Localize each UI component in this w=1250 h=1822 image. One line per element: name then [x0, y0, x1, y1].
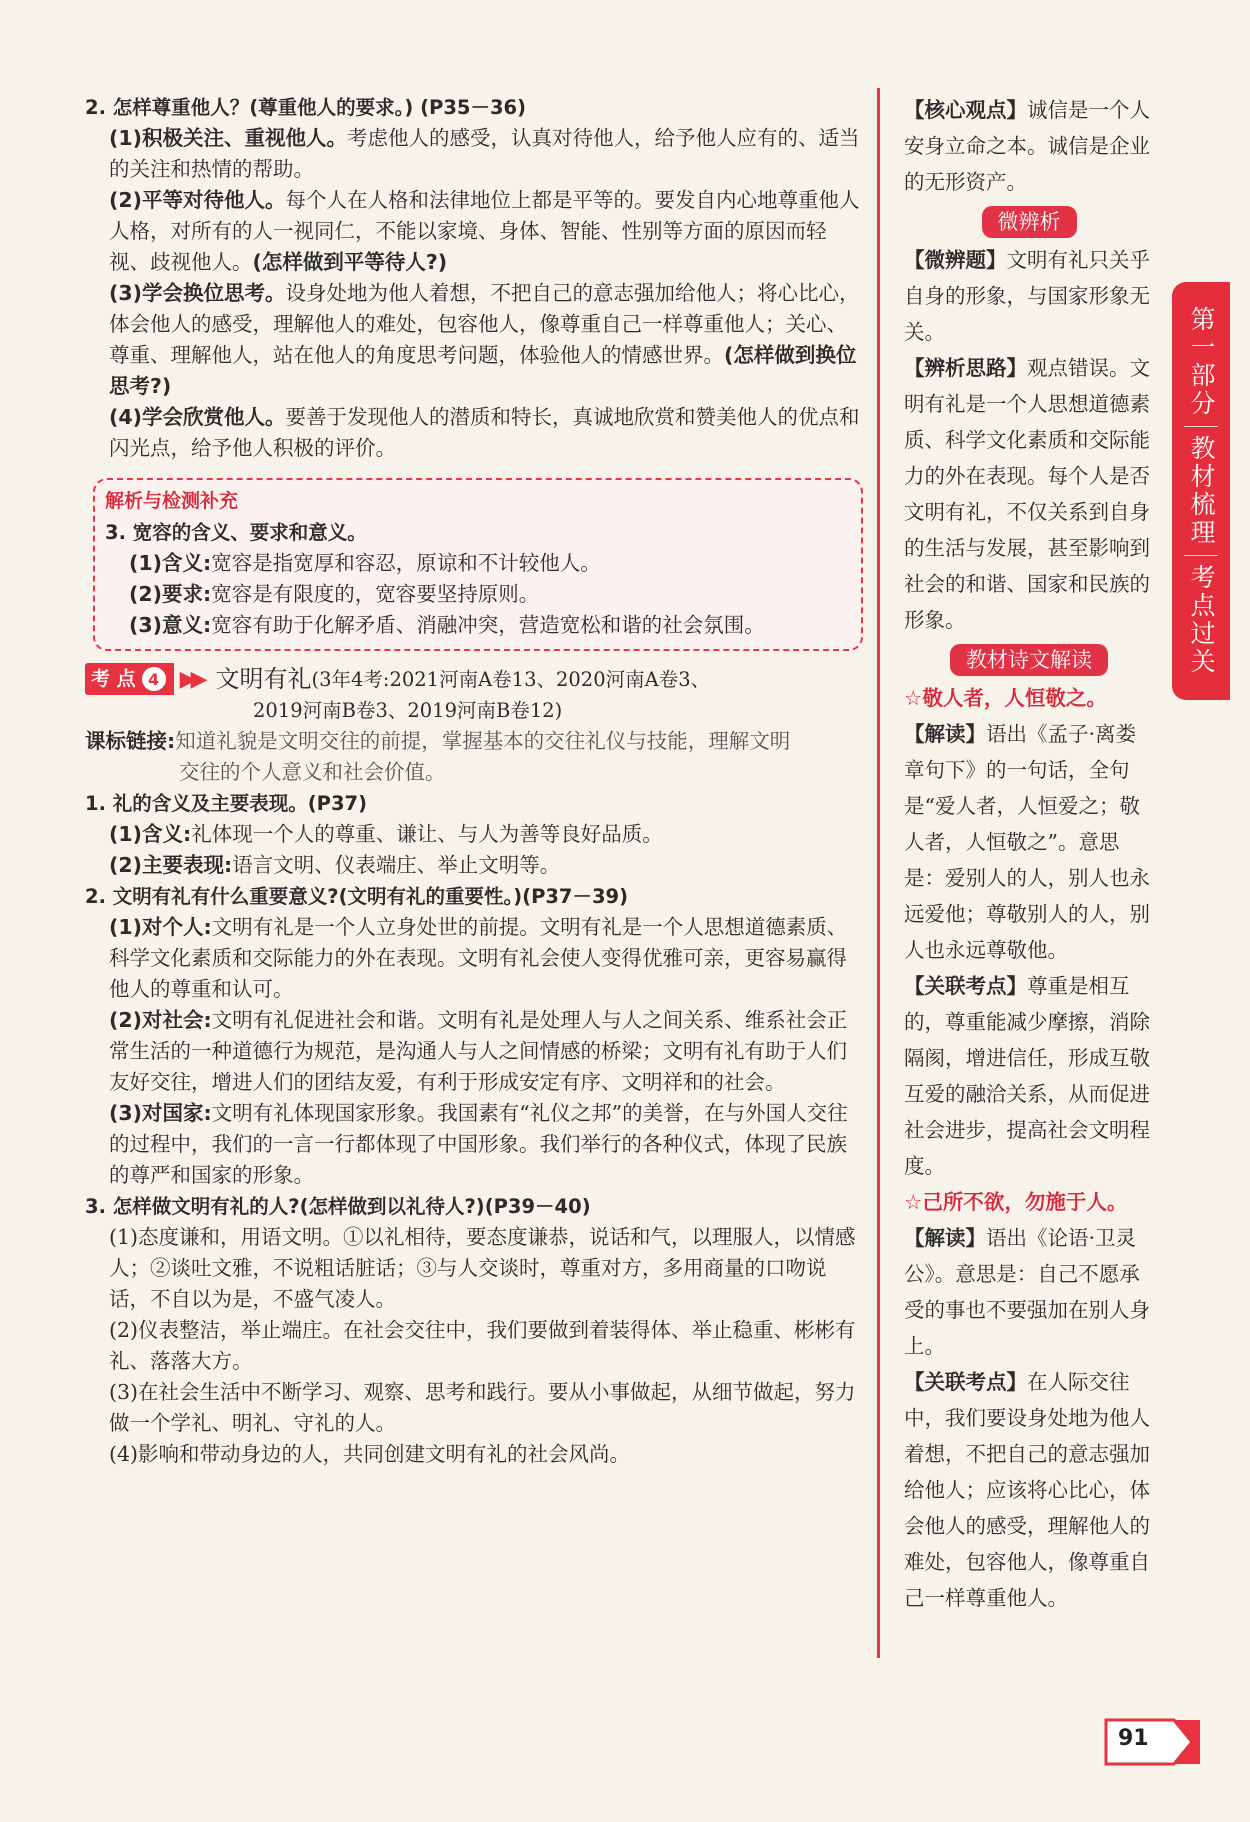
kaodian-title: 文明有礼: [215, 664, 312, 693]
list-item: (2)对社会:文明有礼促进社会和谐。文明有礼是处理人与人之间关系、维系社会正常生活的一种道德行为规范，是沟通人与人之间情感的桥梁；文明有礼有助于人们友好交往，增进人们的团结友爱，有利于形成安定有序、文明祥和的社会。: [109, 1008, 848, 1094]
q2-title: 2. 文明有礼有什么重要意义?(文明有礼的重要性。)(P37－39): [85, 885, 629, 908]
list-item: (1)对个人:文明有礼是一个人立身处世的前提。文明有礼是一个人思想道德素质、科学文化素质和交际能力的外在表现。文明有礼会使人变得优雅可亲，更容易赢得他人的尊重和认可。: [109, 915, 848, 1001]
kaodian-badge: 考 点 4: [85, 663, 174, 695]
poem-line: ☆己所不欲，勿施于人。: [904, 1190, 1128, 1214]
page-number: 91: [1118, 1726, 1149, 1751]
kaodian-number: 4: [142, 667, 166, 691]
analysis: 【辨析思路】观点错误。文明有礼是一个人思想道德素质、科学文化素质和交际能力的外在表现。每个人是否文明有礼，不仅关系到自身的生活与发展，甚至影响到社会的和谐、国家和民族的形象。: [904, 356, 1150, 632]
related-point: 【关联考点】尊重是相互的，尊重能减少摩擦，消除隔阂，增进信任，形成互敬互爱的融洽关系，从而促进社会进步，提高社会文明程度。: [904, 974, 1150, 1178]
wei-question: 【微辨题】文明有礼只关乎自身的形象，与国家形象无关。: [904, 248, 1150, 344]
list-item: (4)影响和带动身边的人，共同创建文明有礼的社会风尚。: [109, 1442, 631, 1466]
q1-title: 1. 礼的含义及主要表现。(P37): [85, 792, 368, 815]
list-item: (1)含义:礼体现一个人的尊重、谦让、与人为善等良好品质。: [109, 822, 663, 846]
poem-line: ☆敬人者，人恒敬之。: [904, 686, 1107, 710]
list-item: (3)学会换位思考。设身处地为他人着想，不把自己的意志强加给他人；将心比心，体会他人的感受，理解他人的难处，包容他人，像尊重自己一样尊重他人；关心、尊重、理解他人，站在他人的角度思考问题，体验他人的情感世界。(怎样做到换位思考?): [109, 281, 860, 398]
list-item: (3)对国家:文明有礼体现国家形象。我国素有“礼仪之邦”的美誉，在与外国人交往的过程中，我们的一言一行都体现了中国形象。我们举行的各种仪式，体现了民族的尊严和国家的形象。: [109, 1101, 848, 1187]
curriculum-link-cont: 交往的个人意义和社会价值。: [179, 760, 446, 784]
double-arrow-icon: ▶▶: [179, 666, 202, 692]
supplement-box: [93, 478, 863, 651]
interpretation: 【解读】语出《孟子·离娄章句下》的一句话，全句是“爱人者，人恒爱之；敬人者，人恒敬之”。意思是：爱别人的人，别人也永远爱他；尊敬别人的人，别人也永远尊敬他。: [904, 722, 1150, 962]
list-item: (3)在社会生活中不断学习、观察、思考和践行。要从小事做起，从细节做起，努力做一个学礼、明礼、守礼的人。: [109, 1380, 856, 1435]
related-point: 【关联考点】在人际交往中，我们要设身处地为他人着想，不把自己的意志强加给他人；应该将心比心，体会他人的感受，理解他人的难处，包容他人，像尊重自己一样尊重他人。: [904, 1370, 1150, 1610]
kaodian-header: [85, 663, 863, 695]
list-item: (1)含义:宽容是指宽厚和容忍，原谅和不计较他人。: [129, 551, 601, 575]
supplement-question: 3. 宽容的含义、要求和意义。: [105, 521, 367, 544]
curriculum-link: 课标链接:知道礼貌是文明交往的前提，掌握基本的交往礼仪与技能，理解文明: [85, 729, 791, 753]
list-item: (2)要求:宽容是有限度的，宽容要坚持原则。: [129, 582, 540, 606]
list-item: (4)学会欣赏他人。要善于发现他人的潜质和特长，真诚地欣赏和赞美他人的优点和闪光点，给予他人积极的评价。: [109, 405, 860, 460]
column-divider: [877, 88, 880, 1658]
list-item: (3)意义:宽容有助于化解矛盾、消融冲突，营造宽松和谐的社会氛围。: [129, 613, 765, 637]
list-item: (1)积极关注、重视他人。考虑他人的感受，认真对待他人，给予他人应有的、适当的关注和热情的帮助。: [109, 126, 860, 181]
section-tab: [1172, 282, 1230, 700]
list-item: (2)平等对待他人。每个人在人格和法律地位上都是平等的。要发自内心地尊重他人人格，对所有的人一视同仁，不能以家境、身体、智能、性别等方面的原因而轻视、歧视他人。(怎样做到平等待人?): [109, 188, 860, 274]
list-item: (2)主要表现:语言文明、仪表端庄、举止文明等。: [109, 853, 561, 877]
tab-divider: [1184, 555, 1218, 556]
kaodian-subtitle: (3年4考:2021河南A卷13、2020河南A卷3、: [311, 667, 711, 691]
q3-title: 3. 怎样做文明有礼的人?(怎样做到以礼待人?)(P39－40): [85, 1195, 591, 1218]
interpretation: 【解读】语出《论语·卫灵公》。意思是：自己不愿承受的事也不要强加在别人身上。: [904, 1226, 1150, 1358]
kaodian-subtitle-cont: 2019河南B卷3、2019河南B卷12): [253, 699, 563, 722]
list-item: (1)态度谦和，用语文明。①以礼相待，要态度谦恭，说话和气，以理服人，以情感人；②谈吐文雅，不说粗话脏话；③与人交谈时，尊重对方，多用商量的口吻说话，不自以为是，不盛气凌人。: [109, 1225, 856, 1311]
side-column: [904, 92, 1154, 1616]
main-column: [85, 92, 863, 1470]
tab-section2: 考点过关: [1187, 564, 1216, 676]
core-viewpoint: 【核心观点】诚信是一个人安身立命之本。诚信是企业的无形资产。: [904, 98, 1150, 194]
section-title: 2. 怎样尊重他人？(尊重他人的要求。) (P35－36): [85, 96, 527, 119]
tab-divider: [1184, 426, 1218, 427]
tab-part: 第一部分: [1187, 306, 1216, 418]
supplement-title: 解析与检测补充: [105, 490, 239, 512]
list-item: (2)仪表整洁，举止端庄。在社会交往中，我们要做到着装得体、举止稳重、彬彬有礼、落落大方。: [109, 1318, 856, 1373]
wei-bianxi-header: 微辨析: [982, 206, 1077, 238]
tab-section1: 教材梳理: [1187, 435, 1216, 547]
poem-reading-header: 教材诗文解读: [950, 644, 1108, 676]
s2-list: [85, 123, 863, 464]
